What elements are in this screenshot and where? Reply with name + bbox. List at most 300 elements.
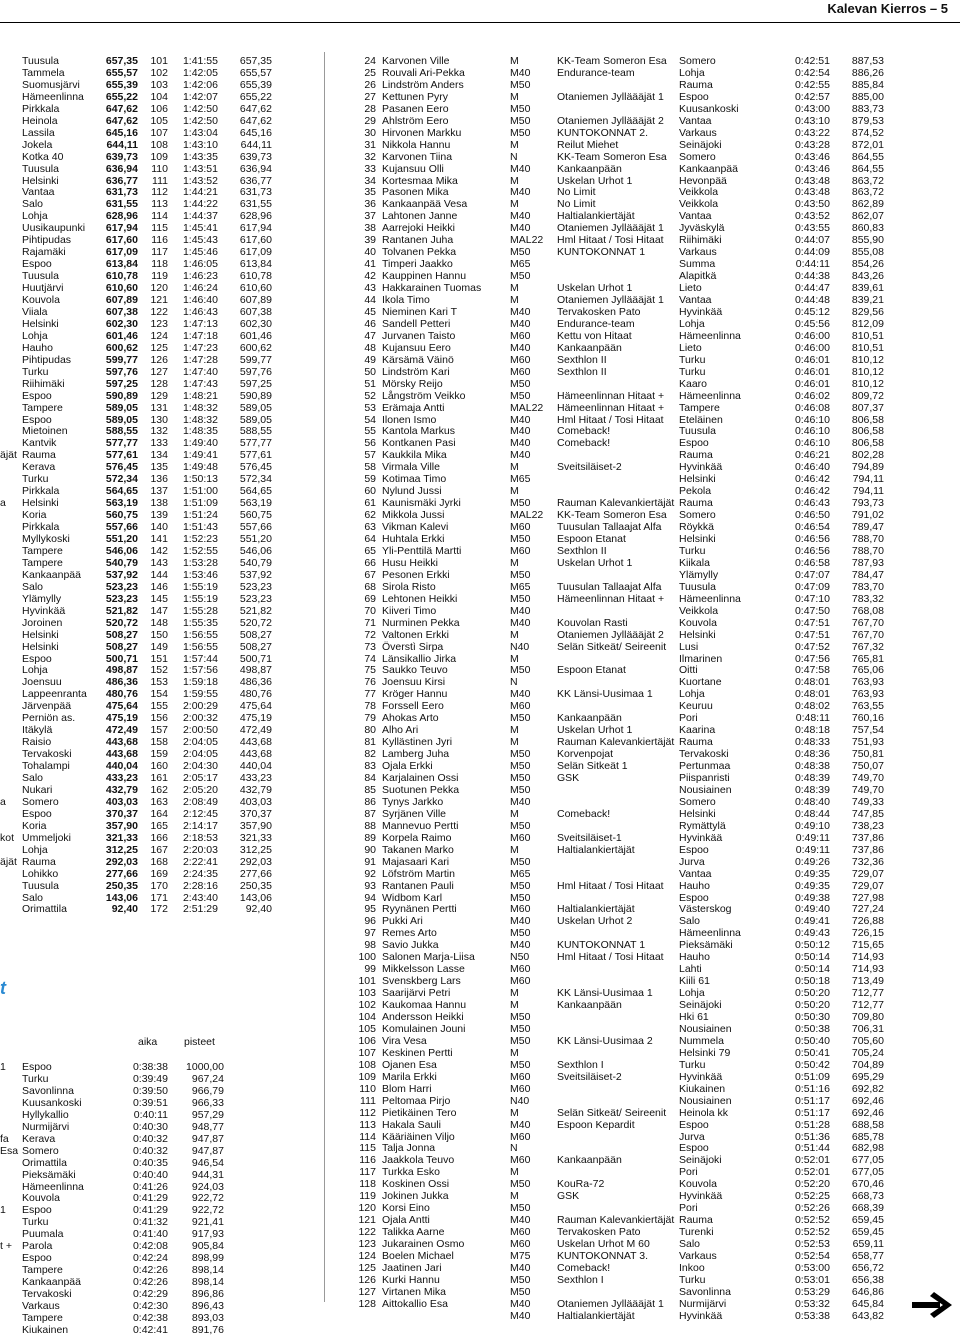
team-points: 486,36 [105,676,138,689]
result-points: 656,38 [851,1273,884,1286]
team-town: Espoo [22,413,52,426]
team-name: Otaniemen Jylläääjät 1 [557,294,664,306]
result-time: 0:40:35 [132,1156,168,1169]
age-class: M50 [510,664,531,677]
result-time: 0:41:40 [132,1228,168,1241]
team-points: 589,05 [105,401,138,414]
result-points: 765,81 [851,652,884,665]
team-points: 557,66 [105,521,138,534]
result-time: 0:46:43 [794,497,830,510]
result-rank: 56 [364,437,376,450]
team-name: Rauman Kalevankiertäjät [557,497,675,510]
team-rank: 121 [150,294,168,306]
team-points: 655,22 [105,90,138,103]
team-points-total: 357,90 [239,819,272,832]
team-points: 560,75 [105,509,138,522]
result-rank: 91 [364,855,376,868]
team-points: 647,62 [105,114,138,127]
team-name: Sexthlon II [557,353,607,366]
result-time: 0:42:57 [794,90,830,103]
runner-name: Aarrejoki Heikki [382,222,455,235]
result-time: 0:46:01 [794,353,830,366]
result-time: 0:47:09 [794,580,830,593]
runner-name: Salonen Marja-Liisa [382,951,475,964]
result-points: 794,11 [852,485,884,498]
age-class: M50 [510,1273,531,1286]
result-time: 0:43:55 [794,222,830,235]
team-name: Hämeenlinnan Hitaat + [557,592,665,605]
team-time: 1:55:28 [182,604,218,617]
team-points: 357,90 [105,819,138,832]
team-points-total: 277,66 [239,867,272,880]
result-points: 749,70 [851,783,884,796]
team-time: 1:55:35 [182,616,218,629]
result-points: 863,72 [851,174,884,187]
result-rank: 51 [364,377,376,390]
result-points: 750,07 [851,760,884,773]
result-time: 0:47:58 [794,664,830,677]
result-time: 0:41:32 [132,1216,168,1229]
team-rank: 113 [151,198,168,211]
team-name: Korvenpojat [557,748,614,761]
result-time: 0:53:32 [794,1297,830,1310]
team-points-total: 433,23 [239,772,272,784]
result-rank: 74 [364,652,376,665]
age-class: M40 [510,341,531,354]
team-town: Espoo [22,258,52,271]
runner-name: Blom Harri [382,1082,432,1095]
result-time: 0:38:38 [132,1061,168,1073]
result-rank: 47 [364,329,376,342]
result-rank: 112 [359,1106,376,1119]
runner-name: Erämaja Antti [382,401,445,414]
home-town: Hki 61 [679,1011,709,1023]
home-town: Lieto [679,341,702,354]
home-town: Piispanristi [679,772,730,784]
runner-name: Löfström Martin [382,867,455,880]
home-town: Pertunmaa [679,760,731,773]
result-rank: 113 [359,1118,376,1131]
team-points: 508,27 [105,640,138,653]
result-points: 727,98 [851,891,884,904]
team-rank: 119 [151,270,168,283]
age-class: M40 [510,616,531,629]
result-rank: 118 [359,1178,376,1191]
home-town: Hämeenlinna [679,389,741,402]
result-points: 658,77 [851,1250,884,1262]
result-points: 783,70 [851,580,884,593]
result-points: 706,31 [851,1022,884,1035]
result-points: 810,12 [851,365,884,378]
team-rank: 130 [150,413,168,426]
home-town: Pori [679,1202,698,1215]
table-row [0,1166,960,1178]
result-rank: 79 [364,712,376,725]
home-town: Tampere [679,401,720,414]
team-points: 576,45 [105,461,138,474]
result-time: 0:41:26 [132,1180,168,1193]
team-name: Tervakosken Pato [557,305,641,318]
team-time: 1:46:40 [182,294,218,306]
team-points-total: 613,84 [239,258,272,271]
age-class: M40 [510,162,531,175]
result-rank: 25 [364,66,376,79]
team-town: Hämeenlinna [22,90,84,103]
team-time: 1:47:23 [182,341,218,354]
home-town: Kiikala [679,556,710,569]
result-time: 0:50:20 [794,999,830,1012]
team-time: 2:00:50 [182,724,218,737]
home-town: Nousiainen [679,1022,732,1035]
team-points-total: 577,61 [239,449,272,462]
result-points: 659,45 [851,1214,884,1227]
runner-name: Mannevuo Pertti [382,819,459,832]
home-town: Helsinki [679,473,716,486]
result-points: 794,11 [852,473,884,486]
age-class: MAL22 [510,401,544,414]
runner-name: Jaatinen Jari [382,1261,442,1274]
home-town: Pori [679,1166,698,1179]
team-time: 2:24:35 [182,867,218,880]
result-town: Tampere [22,1311,63,1324]
team-points: 645,16 [105,126,138,139]
age-class: M50 [510,927,531,940]
team-town: Turku [22,473,49,486]
result-points: 737,86 [851,843,884,856]
table-row [0,497,960,509]
result-points: 891,76 [191,1323,224,1336]
result-time: 0:42:24 [132,1252,168,1265]
home-town: Ilmarinen [679,652,723,665]
age-class: M60 [510,544,531,557]
result-rank: 73 [364,640,376,653]
home-town: Helsinki [679,628,716,641]
team-name: Hml Hitaat / Tosi Hitaat [557,234,664,247]
result-points: 886,26 [851,66,884,79]
result-time: 0:43:52 [794,210,830,223]
home-town: Vantaa [679,867,712,880]
home-town: Varkaus [679,1250,717,1262]
team-town: Helsinki [22,640,59,653]
team-town: Lohja [22,843,48,856]
result-town: Kerava [22,1132,56,1145]
team-time: 2:04:05 [182,736,218,749]
team-points-total: 370,37 [239,807,272,820]
table-row [0,330,960,342]
runner-name: Pietikäinen Tero [382,1106,457,1119]
table-row [0,521,960,533]
home-town: Somero [679,150,716,163]
team-time: 1:47:18 [182,329,218,342]
team-rank: 143 [150,556,168,569]
team-points: 599,77 [105,353,138,366]
age-class: M40 [510,210,531,223]
team-name: Uskelan Urhot 2 [557,915,633,928]
result-rank: 58 [364,461,376,474]
team-rank: 162 [150,783,168,796]
runner-name: Tolvanen Pekka [382,246,457,259]
age-class: M40 [510,222,531,235]
runner-name: Ilonen Ismo [382,413,437,426]
team-time: 1:44:22 [182,198,218,211]
home-town: Kiukainen [679,1082,726,1095]
team-points-total: 92,40 [245,903,272,916]
result-time: 0:48:33 [794,736,830,749]
result-town: Orimattila [22,1156,67,1169]
result-points: 749,70 [851,772,884,784]
team-points-total: 647,62 [239,102,272,115]
runner-name: Sirola Risto [382,580,436,593]
team-rank: 124 [150,329,168,342]
result-rank: 106 [358,1034,376,1047]
team-time: 2:05:20 [182,783,218,796]
result-points: 787,93 [851,556,884,569]
team-time: 2:20:03 [182,843,218,856]
team-town: Jokela [22,138,53,151]
age-class: M [510,556,519,569]
table-row [0,880,960,892]
team-time: 1:50:13 [182,473,218,486]
result-points: 737,86 [851,831,884,844]
age-class: M50 [510,102,531,115]
result-rank: 86 [364,795,376,808]
team-town: Pirkkala [22,102,60,115]
runner-name: Keskinen Pertti [382,1046,453,1059]
team-points-total: 601,46 [239,329,272,342]
result-time: 0:46:01 [794,377,830,390]
runner-name: Kauppinen Hannu [382,270,467,283]
home-town: Kouvola [679,1178,717,1191]
table-row [0,653,960,665]
result-points: 788,70 [851,533,884,545]
team-name: Kankaanpään [557,1154,622,1167]
age-class: M50 [510,389,531,402]
team-town: Nukari [22,783,53,796]
team-rank: 135 [150,461,168,474]
team-name: KK-Team Someron Esa [557,55,667,67]
result-points: 922,72 [191,1204,224,1217]
team-time: 2:51:29 [182,903,218,916]
table-row [0,79,960,91]
age-class: M40 [510,425,531,438]
team-town: Espoo [22,389,52,402]
team-time: 1:55:19 [182,580,218,593]
team-rank: 102 [150,66,168,79]
page-title: Kalevan Kierros – 5 [827,1,948,16]
team-time: 1:46:23 [182,270,218,283]
cropped-edge-text: 1 [0,1061,6,1073]
cropped-edge-text: fa [0,1132,9,1145]
team-name: KK Länsi-Uusimaa 2 [557,1034,653,1047]
runner-name: Komulainen Jouni [382,1022,466,1035]
result-time: 0:44:47 [794,282,830,295]
points-column-header: pisteet [184,1036,215,1048]
team-points-total: 610,78 [239,270,272,283]
team-time: 1:51:43 [182,521,218,534]
team-rank: 116 [151,234,168,247]
age-class: M65 [510,473,531,486]
team-points-total: 577,77 [239,437,272,450]
section-heading-fragment: t [0,978,6,998]
home-town: Summa [679,258,716,271]
result-rank: 67 [364,568,376,581]
home-town: Turku [679,1058,706,1071]
result-points: 677,05 [851,1166,884,1179]
result-time: 0:52:54 [794,1250,830,1262]
result-rank: 29 [364,114,376,127]
result-time: 0:52:20 [794,1178,830,1191]
team-town: Salo [22,580,44,593]
team-rank: 141 [150,533,168,545]
result-rank: 76 [364,676,376,689]
result-time: 0:44:09 [794,246,830,259]
age-class: M50 [510,533,531,545]
result-time: 0:50:18 [794,975,830,988]
result-time: 0:51:36 [794,1130,830,1143]
home-town: Salo [679,915,701,928]
team-time: 2:12:45 [182,807,218,820]
table-row [0,485,960,497]
team-time: 1:49:41 [182,449,218,462]
runner-name: Mikkola Jussi [382,509,445,522]
team-points-total: 508,27 [239,640,272,653]
team-points-total: 655,22 [239,90,272,103]
team-town: Espoo [22,807,52,820]
age-class: N [510,150,518,163]
team-points: 602,30 [105,317,138,330]
result-rank: 66 [364,556,376,569]
team-points: 523,23 [105,580,138,593]
team-name: Hämeenlinnan Hitaat + [557,389,665,402]
result-rank: 80 [364,724,376,737]
result-points: 726,88 [851,915,884,928]
table-row [0,473,960,485]
runner-name: Kantola Markus [382,425,455,438]
team-time: 1:49:48 [182,461,218,474]
runner-name: Mikkelsson Lasse [382,963,465,976]
result-rank: 96 [364,915,376,928]
result-time: 0:44:48 [794,294,830,306]
home-town: Hyvinkää [679,1070,723,1083]
team-name: Sexthlon II [557,544,607,557]
result-points: 864,55 [851,162,884,175]
result-time: 0:46:21 [794,449,830,462]
result-points: 646,86 [851,1285,884,1298]
home-town: Turku [679,365,706,378]
result-time: 0:53:01 [794,1273,830,1286]
team-points: 277,66 [105,867,138,880]
result-rank: 71 [364,616,376,629]
team-town: Järvenpää [22,700,72,713]
team-points: 577,61 [105,449,138,462]
team-name: Kankaanpään [557,341,622,354]
result-time: 0:49:43 [794,927,830,940]
runner-name: Kaukomaa Hannu [382,999,467,1012]
result-time: 0:42:41 [132,1323,168,1336]
team-points: 631,55 [105,198,138,211]
result-time: 0:42:26 [132,1264,168,1277]
runner-name: Talja Jonna [382,1142,436,1155]
home-town: Rauma [679,78,713,91]
team-name: Sexthlon I [557,1058,604,1071]
age-class: N [510,676,518,689]
age-class: M [510,736,519,749]
result-rank: 64 [364,533,376,545]
result-points: 682,98 [851,1142,884,1155]
team-name: Kettu von Hitaat [557,329,632,342]
table-row [0,437,960,449]
result-points: 944,31 [191,1168,224,1181]
result-rank: 43 [364,282,376,295]
result-town: Pieksämäki [22,1168,76,1181]
result-time: 0:48:39 [794,783,830,796]
result-rank: 27 [364,90,376,103]
runner-name: Andersson Heikki [382,1011,464,1023]
result-points: 763,93 [851,688,884,701]
age-class: M60 [510,353,531,366]
runner-name: Jokinen Jukka [382,1190,449,1203]
team-points: 610,60 [105,282,138,295]
team-rank: 139 [150,509,168,522]
team-points: 655,57 [105,66,138,79]
team-rank: 138 [150,497,168,510]
age-class: M [510,138,519,151]
table-row [0,222,960,234]
team-rank: 106 [150,102,168,115]
runner-name: Kääriäinen Viljo [382,1130,455,1143]
team-name: KK Länsi-Uusimaa 1 [557,688,653,701]
result-time: 0:46:54 [794,521,830,534]
home-town: Riihimäki [679,234,722,247]
result-rank: 88 [364,819,376,832]
team-points-total: 551,20 [239,533,272,545]
team-town: Lohikko [22,867,59,880]
team-town: Somero [22,795,59,808]
team-points: 607,38 [105,305,138,318]
team-name: Tervakosken Pato [557,1226,641,1239]
result-rank: 68 [364,580,376,593]
result-points: 887,53 [851,55,884,67]
runner-name: Yli-Penttilä Martti [382,544,462,557]
home-town: Helsinki 79 [679,1046,731,1059]
result-rank: 99 [364,963,376,976]
result-time: 0:53:29 [794,1285,830,1298]
home-town: Helsinki [679,807,716,820]
team-points: 475,19 [105,712,138,725]
team-town: Koria [22,819,47,832]
team-town: Viiala [22,305,48,318]
team-rank: 158 [150,736,168,749]
result-time: 0:42:51 [794,55,830,67]
team-points: 564,65 [105,485,138,498]
result-points: 715,65 [851,939,884,952]
team-name: Tuusulan Tallaajat Alfa [557,521,662,534]
team-points-total: 498,87 [239,664,272,677]
result-rank: 78 [364,700,376,713]
runner-name: Karjalainen Ossi [382,772,459,784]
result-rank: 122 [358,1226,376,1239]
table-row [0,294,960,306]
runner-name: Hirvonen Markku [382,126,462,139]
team-points: 589,05 [105,413,138,426]
runner-name: Marila Erkki [382,1070,437,1083]
team-name: Otaniemen Jylläääjät 2 [557,628,664,641]
age-class: M50 [510,126,531,139]
table-row [0,1214,960,1229]
team-rank: 125 [150,341,168,354]
result-time: 0:40:11 [133,1108,168,1121]
result-time: 0:50:12 [794,939,830,952]
